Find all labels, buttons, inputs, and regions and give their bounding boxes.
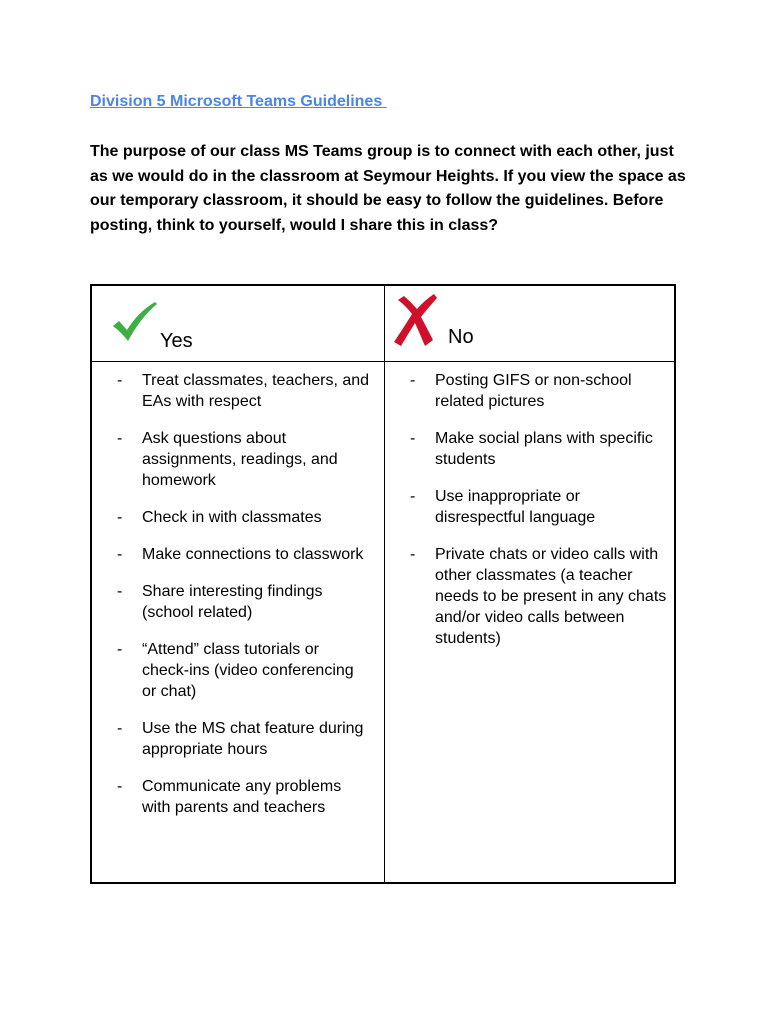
list-item [385, 428, 675, 470]
list-item [92, 428, 380, 491]
list-item-text: Posting GIFS or non-school related pictures [435, 372, 632, 410]
bullet-dash: - [117, 720, 123, 737]
list-item [92, 718, 380, 760]
no-header-label: No [448, 326, 474, 348]
list-item-text: Make connections to classwork [142, 546, 364, 563]
list-item-text: Ask questions about assignments, readings, and homework [142, 430, 338, 489]
intro-paragraph: The purpose of our class MS Teams group is to connect with each other, just as we would do in the classroom at Seymour Heights. If you view the space as our temporary classroom, it should be easy to follow the guidelines. Before posting, think to yourself, would I share this in class? [90, 143, 686, 234]
bullet-dash: - [410, 372, 416, 389]
list-item-text: Use inappropriate or disrespectful language [435, 488, 596, 526]
list-item-text: “Attend” class tutorials or check-ins (video conferencing or chat) [142, 641, 354, 700]
list-item-text: Check in with classmates [142, 509, 322, 526]
bullet-dash: - [410, 430, 416, 447]
bullet-dash: - [117, 641, 123, 658]
bullet-dash: - [117, 372, 123, 389]
list-item [385, 544, 675, 649]
no-list [385, 370, 675, 665]
list-item-text: Communicate any problems with parents and teachers [142, 778, 342, 816]
list-item [92, 370, 380, 412]
header-divider [92, 361, 674, 362]
guidelines-table [90, 284, 676, 884]
list-item [385, 370, 675, 412]
checkmark-icon [110, 300, 158, 344]
list-item [92, 544, 380, 565]
list-item [92, 776, 380, 818]
yes-header-label: Yes [160, 330, 193, 352]
bullet-dash: - [117, 546, 123, 563]
bullet-dash: - [410, 488, 416, 505]
list-item [92, 507, 380, 528]
bullet-dash: - [117, 583, 123, 600]
bullet-dash: - [117, 509, 123, 526]
list-item-text: Make social plans with specific students [435, 430, 653, 468]
bullet-dash: - [117, 430, 123, 447]
list-item [92, 581, 380, 623]
document-title: Division 5 Microsoft Teams Guidelines [90, 93, 387, 110]
list-item-text: Share interesting findings (school related) [142, 583, 323, 621]
bullet-dash: - [117, 778, 123, 795]
yes-list [92, 370, 380, 834]
list-item-text: Private chats or video calls with other classmates (a teacher needs to be present in any chats and/or video calls between students) [435, 546, 667, 647]
list-item-text: Treat classmates, teachers, and EAs with respect [142, 372, 370, 410]
x-mark-icon [390, 292, 438, 348]
list-item [92, 639, 380, 702]
bullet-dash: - [410, 546, 416, 563]
list-item-text: Use the MS chat feature during appropriate hours [142, 720, 364, 758]
list-item [385, 486, 675, 528]
